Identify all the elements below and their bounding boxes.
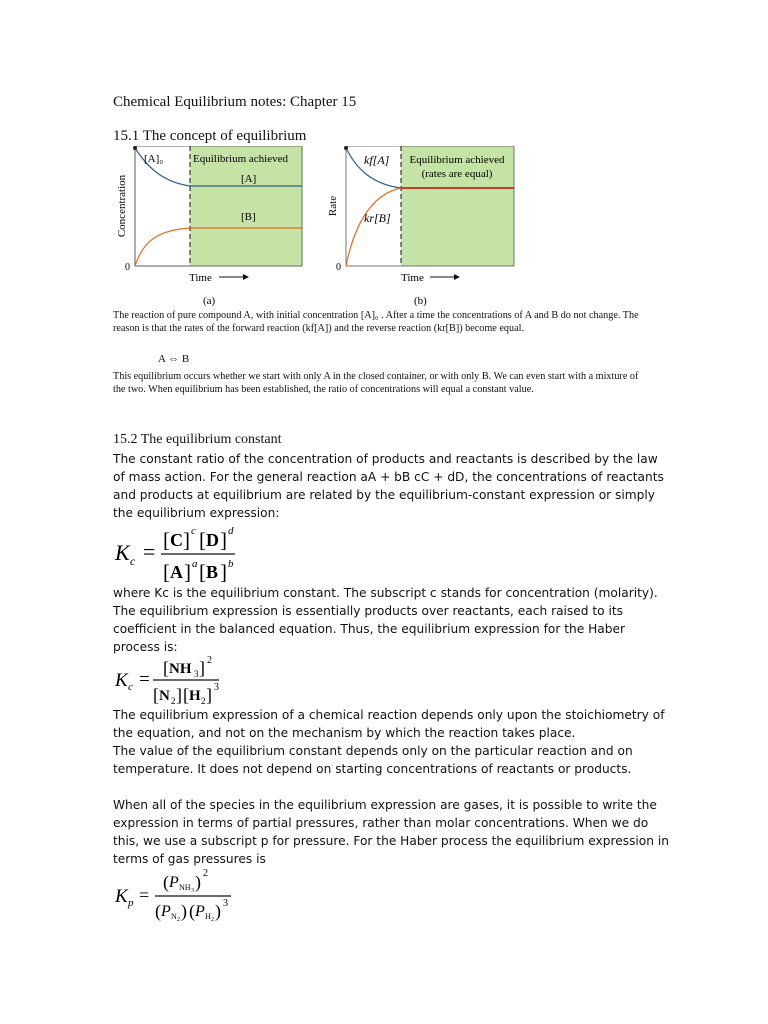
svg-text:]: ] xyxy=(176,685,182,705)
region-label-b2: (rates are equal) xyxy=(421,168,493,180)
svg-text:B: B xyxy=(206,562,219,582)
svg-text:(: ( xyxy=(189,901,195,921)
svg-text:[: [ xyxy=(163,658,169,678)
svg-text:): ) xyxy=(215,901,221,921)
svg-text:2: 2 xyxy=(203,868,208,879)
svg-text:]: ] xyxy=(206,685,212,705)
xlabel-a: Time xyxy=(189,272,212,284)
svg-text:C: C xyxy=(170,530,183,550)
svg-text:D: D xyxy=(206,530,219,550)
svg-text:c: c xyxy=(128,681,133,693)
svg-text:b: b xyxy=(228,558,234,570)
svg-text:2: 2 xyxy=(211,917,214,923)
svg-text:p: p xyxy=(128,897,134,909)
svg-text:]: ] xyxy=(183,528,190,552)
svg-text:NH: NH xyxy=(169,661,192,677)
page-title: Chemical Equilibrium notes: Chapter 15 xyxy=(113,94,357,110)
curve-label-a: [A] xyxy=(241,173,257,185)
svg-text:[: [ xyxy=(199,528,206,552)
svg-text:3: 3 xyxy=(223,898,228,909)
section-heading-1: 15.1 The concept of equilibrium xyxy=(113,128,307,144)
caption-b: (b) xyxy=(414,295,427,307)
xlabel-b: Time xyxy=(401,272,424,284)
label-a0: [A]₀ xyxy=(144,153,164,165)
svg-text:3: 3 xyxy=(191,888,194,894)
start-dot-a xyxy=(133,146,137,150)
svg-text:3: 3 xyxy=(194,669,199,679)
svg-text:): ) xyxy=(195,872,201,892)
curve-label-b: [B] xyxy=(241,211,256,223)
svg-text:): ) xyxy=(181,901,187,921)
svg-text:=: = xyxy=(139,669,150,690)
svg-text:P: P xyxy=(195,903,205,920)
svg-text:K: K xyxy=(115,886,128,907)
region-label-b1: Equilibrium achieved xyxy=(409,154,505,166)
svg-text:K: K xyxy=(115,670,128,691)
paragraph-stoichiometry: The equilibrium expression of a chemical reaction depends only upon the stoichiometry of the equation, and not on the mechanism by which the reaction takes place. The value of the equilibrium constant depends only on the particular reaction and on temperature. It does not depend on starting concentrations of reactants or products. xyxy=(113,708,665,776)
svg-text:[: [ xyxy=(153,685,159,705)
figure-b-rate xyxy=(326,146,526,310)
svg-text:[: [ xyxy=(183,685,189,705)
svg-text:]: ] xyxy=(220,528,227,552)
svg-text:2: 2 xyxy=(171,696,176,706)
zero-label-b: 0 xyxy=(336,262,341,273)
svg-text:(: ( xyxy=(163,872,169,892)
paragraph-partial-pressures: When all of the species in the equilibrium expression are gases, it is possible to write the expression in terms of partial pressures, rather than molar concentrations. When we do this, we use a subscript p for pressure. For the Haber process the equilibrium expression in terms of gas pressures is xyxy=(113,798,669,866)
reaction-a-b: A ⇔ B xyxy=(158,353,190,365)
svg-text:A: A xyxy=(170,562,183,582)
paragraph-where-kc: where Kc is the equilibrium constant. The subscript c stands for concentration (molarity). The equilibrium expression is essentially products over reactants, each raised to its coefficient in the balanced equation. Thus, the equilibrium expression for the Haber process is: xyxy=(113,586,658,654)
svg-text:K: K xyxy=(115,540,130,565)
svg-text:[: [ xyxy=(163,528,170,552)
ylabel-a: Concentration xyxy=(116,174,128,238)
section-heading-2: 15.2 The equilibrium constant xyxy=(113,432,282,447)
curve-label-forward: kf[A] xyxy=(364,153,390,167)
svg-text:(: ( xyxy=(155,901,161,921)
paragraph-law-of-mass-action: The constant ratio of the concentration of products and reactants is described by the law of mass action. For the general reaction aA + bB cC + dD, the concentrations of reactants and products at equilibrium are related by the equilibrium-constant expression or simply the equilibrium expression: xyxy=(113,452,664,520)
svg-text:2: 2 xyxy=(207,655,212,666)
region-label-a: Equilibrium achieved xyxy=(193,153,288,165)
ylabel-b: Rate xyxy=(327,195,339,217)
svg-text:N: N xyxy=(159,688,170,704)
svg-text:P: P xyxy=(169,874,179,891)
paragraph-reaction-description: The reaction of pure compound A, with initial concentration [A]₀ . After a time the concentrations of A and B do not change. The reason is that the rates of the forward reaction (kf[A]) and the reverse reaction (kr[B]) become equal. xyxy=(113,310,639,334)
svg-text:NH: NH xyxy=(179,883,191,892)
svg-text:=: = xyxy=(143,539,156,564)
zero-label-a: 0 xyxy=(125,262,130,273)
svg-text:a: a xyxy=(192,558,198,570)
equation-kc-haber xyxy=(113,652,253,708)
equation-kc-general xyxy=(113,522,273,586)
svg-text:]: ] xyxy=(220,560,227,584)
svg-text:H: H xyxy=(205,912,211,921)
svg-text:=: = xyxy=(139,885,150,905)
figure-a-concentration xyxy=(113,146,323,310)
svg-text:[: [ xyxy=(163,560,170,584)
svg-text:c: c xyxy=(130,554,136,568)
svg-text:2: 2 xyxy=(201,696,206,706)
paragraph-equilibrium-occurs: This equilibrium occurs whether we start with only A in the closed container, or with only B. We can even start with a mixture of the two. When equilibrium has been established, the ratio of concentrations will equal a constant value. xyxy=(113,371,639,395)
equation-kp-haber xyxy=(113,866,253,924)
svg-text:]: ] xyxy=(184,560,191,584)
svg-text:N: N xyxy=(171,912,177,921)
svg-text:c: c xyxy=(191,525,196,537)
svg-text:]: ] xyxy=(199,658,205,678)
svg-text:[: [ xyxy=(199,560,206,584)
svg-text:d: d xyxy=(228,525,234,537)
svg-text:3: 3 xyxy=(214,682,219,693)
svg-text:2: 2 xyxy=(177,917,180,923)
svg-text:H: H xyxy=(189,688,201,704)
start-dot-b xyxy=(344,146,348,150)
caption-a: (a) xyxy=(203,295,216,307)
svg-text:P: P xyxy=(161,903,171,920)
curve-label-reverse: kr[B] xyxy=(364,211,391,225)
